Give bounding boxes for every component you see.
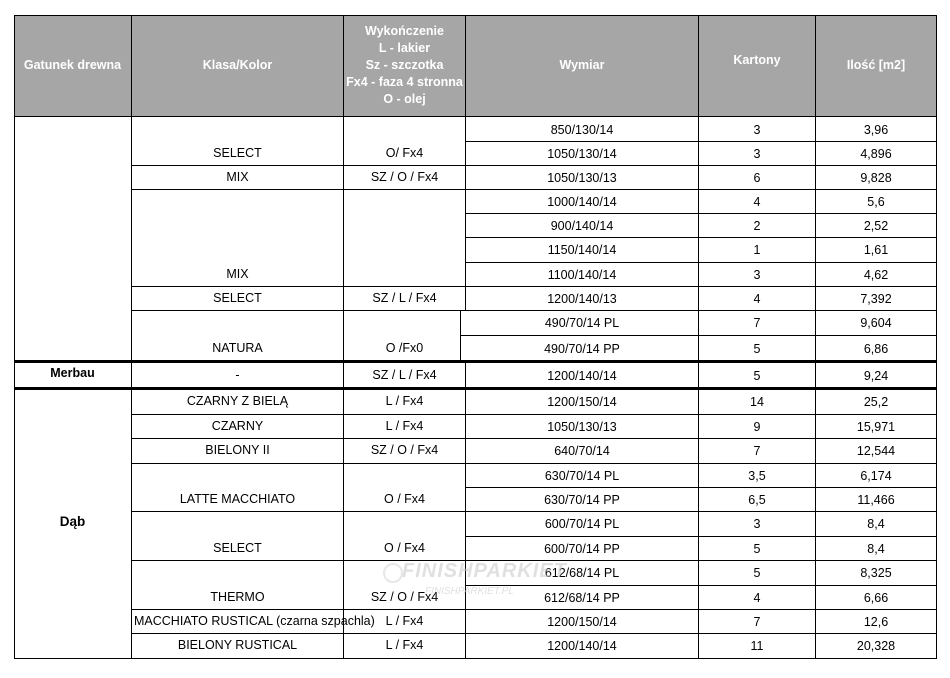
row-line-2 <box>465 165 937 166</box>
header-ilosc: Ilość [m2] <box>816 15 936 116</box>
group-line-10 <box>131 511 465 512</box>
cell-ilosc: 4,62 <box>863 268 889 282</box>
klasa-label: BIELONY II <box>205 443 270 457</box>
klasa-label: MIX <box>226 267 249 281</box>
row-line-19 <box>465 585 937 586</box>
header-wyk-line-3: Sz - szczotka <box>365 58 444 72</box>
header-gatunek: Gatunek drewna <box>14 15 131 116</box>
cell-ilosc: 5,6 <box>867 195 885 209</box>
cell-kartony: 3 <box>753 268 761 282</box>
species-dab: Dąb <box>59 514 86 529</box>
klasa-label: NATURA <box>212 341 263 355</box>
klasa-label: LATTE MACCHIATO <box>179 492 296 506</box>
cell-kartony: 1 <box>753 243 761 257</box>
klasa-label: MACCHIATO RUSTICAL (czarna szpachla) <box>134 614 375 628</box>
cell-wymiar: 640/70/14 <box>554 444 610 458</box>
group-line-4 <box>131 310 465 311</box>
cell-kartony: 5 <box>753 342 761 356</box>
cell-ilosc: 4,896 <box>860 147 892 161</box>
border-bottom <box>14 658 937 659</box>
row-line-7 <box>465 286 937 287</box>
header-kartony: Kartony <box>699 15 815 116</box>
header-wyk-line-4: Fx4 - faza 4 stronna <box>346 75 463 89</box>
row-line-16 <box>465 511 937 512</box>
cell-kartony: 5 <box>753 542 761 556</box>
wykonczenie-label: O /Fx0 <box>385 341 424 355</box>
cell-wymiar: 1000/140/14 <box>547 195 617 209</box>
cell-wymiar: 490/70/14 PP <box>544 342 620 356</box>
cell-wymiar: 1100/140/14 <box>547 268 617 282</box>
cell-kartony: 7 <box>753 316 761 330</box>
klasa-label: BIELONY RUSTICAL <box>177 638 298 652</box>
cell-kartony: 4 <box>753 292 761 306</box>
group-line-8 <box>131 438 465 439</box>
klasa-label: SELECT <box>213 541 262 555</box>
klasa-label: SELECT <box>213 146 262 160</box>
klasa-label: THERMO <box>210 590 265 604</box>
group-line-7 <box>131 414 465 415</box>
cell-wymiar: 612/68/14 PL <box>544 566 620 580</box>
row-line-15 <box>465 487 937 488</box>
cell-ilosc: 3,96 <box>863 123 889 137</box>
cell-kartony: 3 <box>753 147 761 161</box>
row-line-6 <box>465 262 937 263</box>
watermark: FINISHPARKIET <box>402 560 567 582</box>
cell-wymiar: 1150/140/14 <box>547 243 617 257</box>
row-line-20 <box>465 609 937 610</box>
row-line-3 <box>465 189 937 190</box>
wykonczenie-label: O/ Fx4 <box>385 146 424 160</box>
cell-kartony: 3,5 <box>748 469 766 483</box>
cell-kartony: 6,5 <box>748 493 766 507</box>
cell-ilosc: 6,86 <box>863 342 889 356</box>
group-line-13 <box>131 633 465 634</box>
cell-wymiar: 1200/150/14 <box>547 615 617 629</box>
cell-kartony: 4 <box>753 195 761 209</box>
cell-kartony: 7 <box>753 615 761 629</box>
wykonczenie-label: L / Fx4 <box>385 614 424 628</box>
header-wykonczenie <box>344 15 465 116</box>
klasa-label: SELECT <box>213 291 262 305</box>
group-line-1 <box>131 165 465 166</box>
wykonczenie-label: SZ / O / Fx4 <box>370 443 439 457</box>
cell-ilosc: 1,61 <box>863 243 889 257</box>
cell-ilosc: 15,971 <box>856 420 896 434</box>
col-line-2 <box>343 15 344 659</box>
row-line-9 <box>460 335 937 336</box>
cell-ilosc: 9,828 <box>860 171 892 185</box>
row-line-14 <box>465 463 937 464</box>
cell-ilosc: 8,4 <box>867 542 885 556</box>
wykonczenie-label: SZ / O / Fx4 <box>370 170 439 184</box>
cell-kartony: 7 <box>753 444 761 458</box>
col-line-3a <box>465 15 466 310</box>
cell-ilosc: 7,392 <box>860 292 892 306</box>
row-line-17 <box>465 536 937 537</box>
header-wymiar: Wymiar <box>466 15 698 116</box>
group-line-3 <box>131 286 465 287</box>
wykonczenie-label: L / Fx4 <box>385 638 424 652</box>
wykonczenie-label: L / Fx4 <box>385 419 424 433</box>
col-line-6 <box>936 15 937 659</box>
wykonczenie-label: L / Fx4 <box>385 394 424 408</box>
header-wyk-line-1: Wykończenie <box>365 24 444 38</box>
cell-wymiar: 900/140/14 <box>550 219 614 233</box>
cell-ilosc: 6,66 <box>863 591 889 605</box>
cell-kartony: 5 <box>753 566 761 580</box>
wykonczenie-label: O / Fx4 <box>384 541 425 555</box>
border-top <box>14 15 937 16</box>
group-line-12 <box>131 609 465 610</box>
watermark-sub: FINISHPARKIET.PL <box>425 586 514 597</box>
cell-wymiar: 1200/140/14 <box>547 369 617 383</box>
klasa-label: CZARNY <box>211 419 264 433</box>
cell-wymiar: 600/70/14 PP <box>544 542 620 556</box>
klasa-label: - <box>235 368 240 382</box>
header-wyk-line-2: L - lakier <box>378 41 431 55</box>
cell-ilosc: 12,544 <box>856 444 896 458</box>
species-sep-bottom <box>14 387 937 390</box>
cell-wymiar: 1200/150/14 <box>547 395 617 409</box>
cell-kartony: 9 <box>753 420 761 434</box>
col-line-4 <box>698 15 699 659</box>
header-bottom-line <box>14 116 937 117</box>
cell-wymiar: 612/68/14 PP <box>544 591 620 605</box>
cell-ilosc: 9,604 <box>860 316 892 330</box>
row-line-4 <box>465 213 937 214</box>
klasa-label: MIX <box>226 170 249 184</box>
group-line-2 <box>131 189 465 190</box>
cell-ilosc: 25,2 <box>863 395 889 409</box>
col-line-0 <box>14 15 15 659</box>
cell-wymiar: 1200/140/13 <box>547 292 617 306</box>
cell-wymiar: 1050/130/13 <box>547 420 617 434</box>
cell-ilosc: 20,328 <box>856 639 896 653</box>
cell-kartony: 3 <box>753 123 761 137</box>
cell-wymiar: 630/70/14 PL <box>544 469 620 483</box>
wykonczenie-label: SZ / O / Fx4 <box>370 590 439 604</box>
cell-ilosc: 12,6 <box>863 615 889 629</box>
wykonczenie-label: SZ / L / Fx4 <box>372 291 437 305</box>
cell-ilosc: 9,24 <box>863 369 889 383</box>
cell-kartony: 6 <box>753 171 761 185</box>
klasa-label: CZARNY Z BIELĄ <box>186 394 289 408</box>
cell-ilosc: 8,4 <box>867 517 885 531</box>
cell-wymiar: 600/70/14 PL <box>544 517 620 531</box>
cell-kartony: 3 <box>753 517 761 531</box>
row-line-8 <box>460 310 937 311</box>
row-line-21 <box>465 633 937 634</box>
species-merbau: Merbau <box>50 366 95 380</box>
wykonczenie-label: SZ / L / Fx4 <box>372 368 437 382</box>
header-klasa: Klasa/Kolor <box>132 15 343 116</box>
wykonczenie-label: O / Fx4 <box>384 492 425 506</box>
cell-wymiar: 1050/130/13 <box>547 171 617 185</box>
row-line-1 <box>465 141 937 142</box>
cell-wymiar: 1200/140/14 <box>547 639 617 653</box>
cell-kartony: 5 <box>753 369 761 383</box>
header-wyk-line-5: O - olej <box>383 92 426 106</box>
row-line-5 <box>465 237 937 238</box>
group-line-9 <box>131 463 465 464</box>
row-line-12 <box>465 414 937 415</box>
cell-ilosc: 2,52 <box>863 219 889 233</box>
cell-kartony: 11 <box>750 639 764 653</box>
col-line-1 <box>131 15 132 659</box>
cell-wymiar: 850/130/14 <box>550 123 614 137</box>
cell-ilosc: 11,466 <box>857 493 895 507</box>
cell-wymiar: 630/70/14 PP <box>544 493 620 507</box>
cell-wymiar: 490/70/14 PL <box>544 316 620 330</box>
cell-wymiar: 1050/130/14 <box>547 147 617 161</box>
cell-ilosc: 8,325 <box>860 566 892 580</box>
species-sep-top <box>14 360 937 363</box>
cell-kartony: 14 <box>750 395 764 409</box>
col-line-5 <box>815 15 816 659</box>
cell-kartony: 2 <box>753 219 761 233</box>
row-line-13 <box>465 438 937 439</box>
cell-ilosc: 6,174 <box>860 469 892 483</box>
cell-kartony: 4 <box>753 591 761 605</box>
